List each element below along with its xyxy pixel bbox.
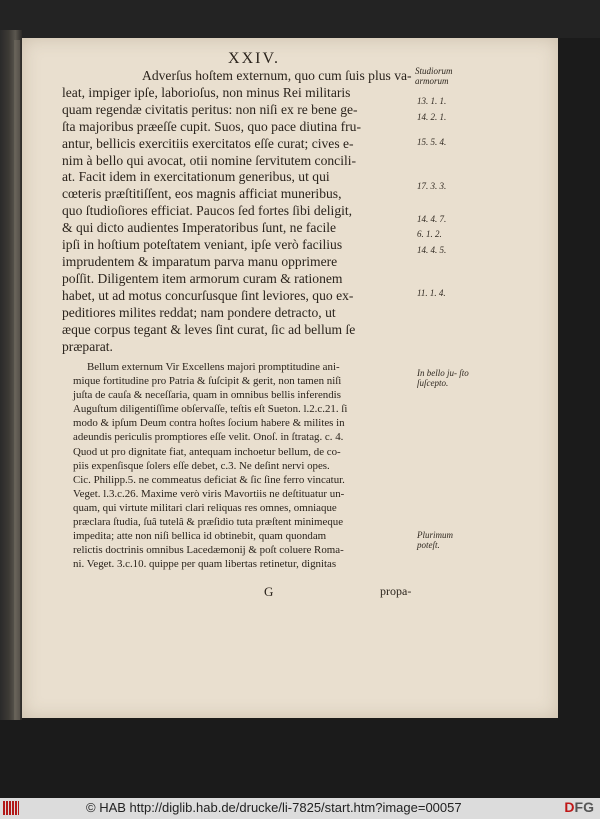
p1-line: præparat. — [62, 338, 113, 354]
book-page — [22, 38, 558, 718]
p2-line: Bellum externum Vir Excellens majori promptitudine ani- — [87, 361, 340, 373]
p1-line: ipſi in hoſtium poteſtatem veniant, ipſe verò facilius — [62, 237, 343, 253]
p1-line: ſta majoribus præeſſe cupit. Suos, quo pace diutina fru- — [62, 118, 361, 134]
p1-line: nim à bello qui avocat, otii nomine ſervitutem concili- — [62, 152, 357, 168]
p2-line: impedita; atte non niſi bellica id obtinebit, quam quondam — [73, 530, 327, 543]
margin-note-in-bello: In bello ju- ſto ſuſcepto. — [417, 368, 469, 388]
p1-line: leat, impiger ipſe, laborioſus, non minus Rei militaris — [62, 84, 351, 100]
p1-line: poſſit. Diligentem item armorum curam & rationem — [62, 270, 343, 286]
p1-line: at. Facit idem in exercitationum generibus, ut qui — [62, 169, 330, 185]
margin-note-ref: 14. 4. 5. — [417, 245, 447, 255]
p2-line: Quod ut pro dignitate fiat, antequam inchoetur bellum, de co- — [73, 445, 341, 458]
p2-line: piis expenſisque ſolers eſſe debet, c.3. Ne deſint nervi opes. — [73, 459, 330, 472]
p1-line: peditiores milites reddat; nam pondere detracto, ut — [62, 304, 336, 320]
p2-line: ni. Veget. 3.c.10. quippe per quam libertas retinetur, dignitas — [73, 558, 337, 571]
p2-line: Veget. l.3.c.26. Maxime verò viris Mavortiis ne deſtituatur un- — [73, 487, 345, 500]
source-url[interactable]: © HAB http://diglib.hab.de/drucke/li-7825/start.htm?image=00057 — [86, 800, 462, 815]
p1-line: & qui dicto audientes Imperatoribus ſunt, ne facile — [62, 220, 337, 236]
p1-line: habet, ut ad motus concurſusque ſint leviores, quo ex- — [62, 287, 354, 303]
book-page-stack — [14, 40, 20, 720]
margin-note-ref: 14. 2. 1. — [417, 112, 447, 122]
p1-line: antur, bellicis exercitiis exercitatos eſſe curat; cives e- — [62, 135, 354, 151]
p2-line: relictis doctrinis omnibus Lacedæmonij & poſt coluere Roma- — [73, 544, 344, 557]
margin-note-ref: 17. 3. 3. — [417, 181, 447, 191]
margin-note-plurimum: Plurimum poteſt. — [417, 530, 453, 550]
p1-line: æque corpus tegant & leves ſint curat, ſic ad bellum ſe — [62, 321, 356, 337]
p2-line: Cic. Philipp.5. ne commeatus deficiat & ſic ſine ferro vincatur. — [73, 473, 345, 486]
hab-logo-icon — [3, 801, 19, 815]
p2-line: adeundis periculis promptiores eſſe velit. Onoſ. in ſtratag. c. 4. — [73, 431, 344, 444]
p2-line: modo & ipſum Deum contra hoſtes ſocium habere & milites in — [73, 417, 345, 430]
p2-line: juſta de cauſa & neceſſaria, quam in omnibus bellis inferendis — [73, 389, 341, 402]
p1-line: quam regendæ civitatis peritus: non niſi ex re bene ge- — [62, 101, 358, 117]
p2-line: Auguſtum diligentiſſime obſervaſſe, teſtis eſt Sueton. l.2.c.21. ſi — [73, 403, 348, 416]
margin-note-ref: 11. 1. 4. — [417, 288, 446, 298]
p2-line: mique fortitudine pro Patria & ſuſcipit & gerit, non tamen niſi — [73, 375, 342, 388]
margin-note-ref: 6. 1. 2. — [417, 229, 442, 239]
p1-line: quo ſtudioſiores efficiat. Paucos ſed fortes ſibi deligit, — [62, 203, 353, 219]
margin-note-studiorum: Studiorum armorum — [415, 66, 453, 86]
p2-line: præclara ſtudia, ſuâ tutelâ & præſidio tuta præſtent minimeque — [73, 516, 344, 529]
paragraph-1 — [62, 68, 414, 355]
page-number: XXIV. — [228, 50, 280, 67]
dfg-logo-icon: DFG — [564, 799, 594, 815]
footer-bar — [0, 798, 600, 819]
catchword: propa- — [380, 584, 412, 598]
p2-line: quam, qui virtute militari clari reliquas res omnes, omniaque — [73, 501, 337, 514]
margin-note-ref: 14. 4. 7. — [417, 214, 447, 224]
p1-line: Adverſus hoſtem externum, quo cum ſuis plus va- — [142, 68, 412, 83]
paragraph-2 — [73, 360, 418, 571]
scanner-background — [0, 0, 600, 38]
p1-line: imprudentem & imparatum parva manu opprimere — [62, 253, 338, 269]
margin-note-ref: 13. 1. 1. — [417, 96, 447, 106]
signature-mark: G — [264, 584, 274, 599]
p1-line: cœteris præſtitiſſent, eos magnis afficiat muneribus, — [62, 186, 342, 202]
margin-note-ref: 15. 5. 4. — [417, 137, 447, 147]
